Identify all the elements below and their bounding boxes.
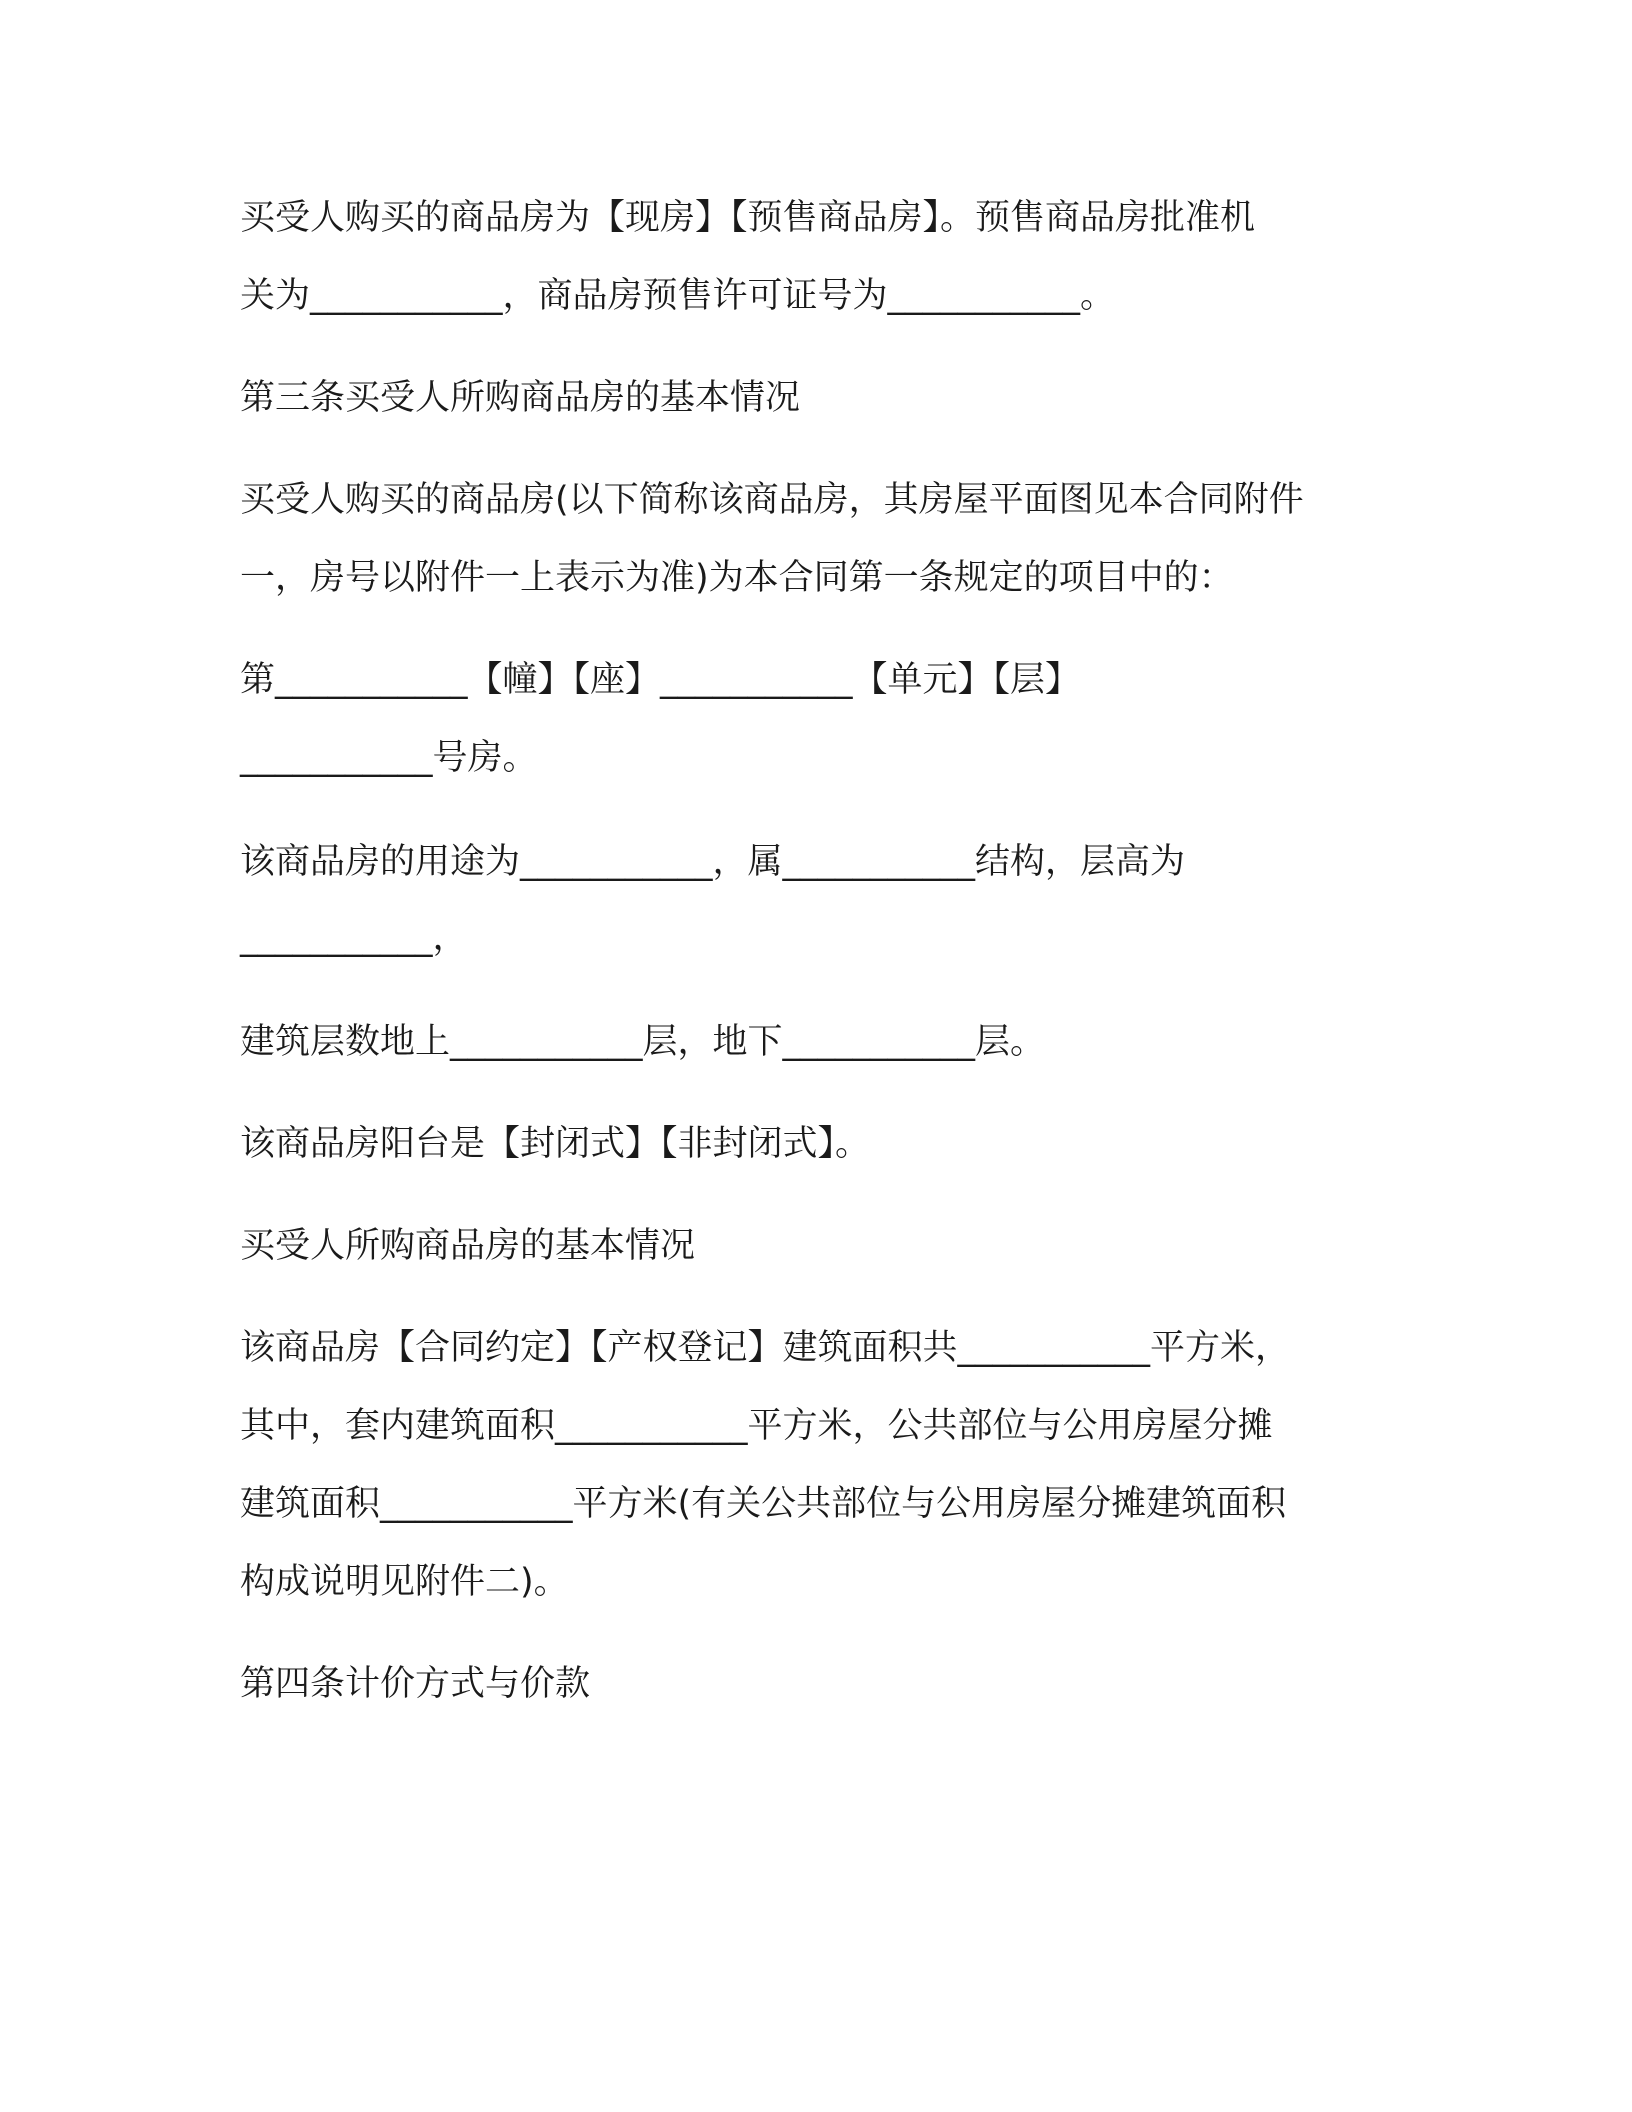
paragraph-line-14: 构成说明见附件二)。 (240, 1562, 569, 1602)
paragraph-line-6: ___________号房。 (240, 738, 538, 778)
paragraph-line-7: 该商品房的用途为___________，属___________结构，层高为 (240, 842, 1186, 882)
paragraph-line-5: 第___________【幢】【座】___________【单元】【层】 (240, 660, 1081, 700)
paragraph-line-2: 关为___________，商品房预售许可证号为___________。 (240, 276, 1116, 316)
paragraph-line-10: 该商品房阳台是【封闭式】【非封闭式】。 (240, 1124, 871, 1164)
section-heading-article-4: 第四条计价方式与价款 (240, 1664, 591, 1704)
paragraph-line-11: 该商品房【合同约定】【产权登记】建筑面积共___________平方米， (240, 1328, 1291, 1368)
paragraph-line-1: 买受人购买的商品房为【现房】【预售商品房】。预售商品房批准机 (240, 198, 1256, 238)
paragraph-line-4: 一，房号以附件一上表示为准)为本合同第一条规定的项目中的： (240, 558, 1234, 598)
section-subheading: 买受人所购商品房的基本情况 (240, 1226, 696, 1266)
paragraph-line-12: 其中，套内建筑面积___________平方米，公共部位与公用房屋分摊 (240, 1406, 1273, 1446)
paragraph-line-8: ___________， (240, 918, 468, 958)
paragraph-line-13: 建筑面积___________平方米(有关公共部位与公用房屋分摊建筑面积 (240, 1484, 1287, 1524)
paragraph-line-9: 建筑层数地上___________层，地下___________层。 (240, 1022, 1046, 1062)
paragraph-line-3: 买受人购买的商品房(以下简称该商品房，其房屋平面图见本合同附件 (240, 480, 1304, 520)
section-heading-article-3: 第三条买受人所购商品房的基本情况 (240, 378, 801, 418)
